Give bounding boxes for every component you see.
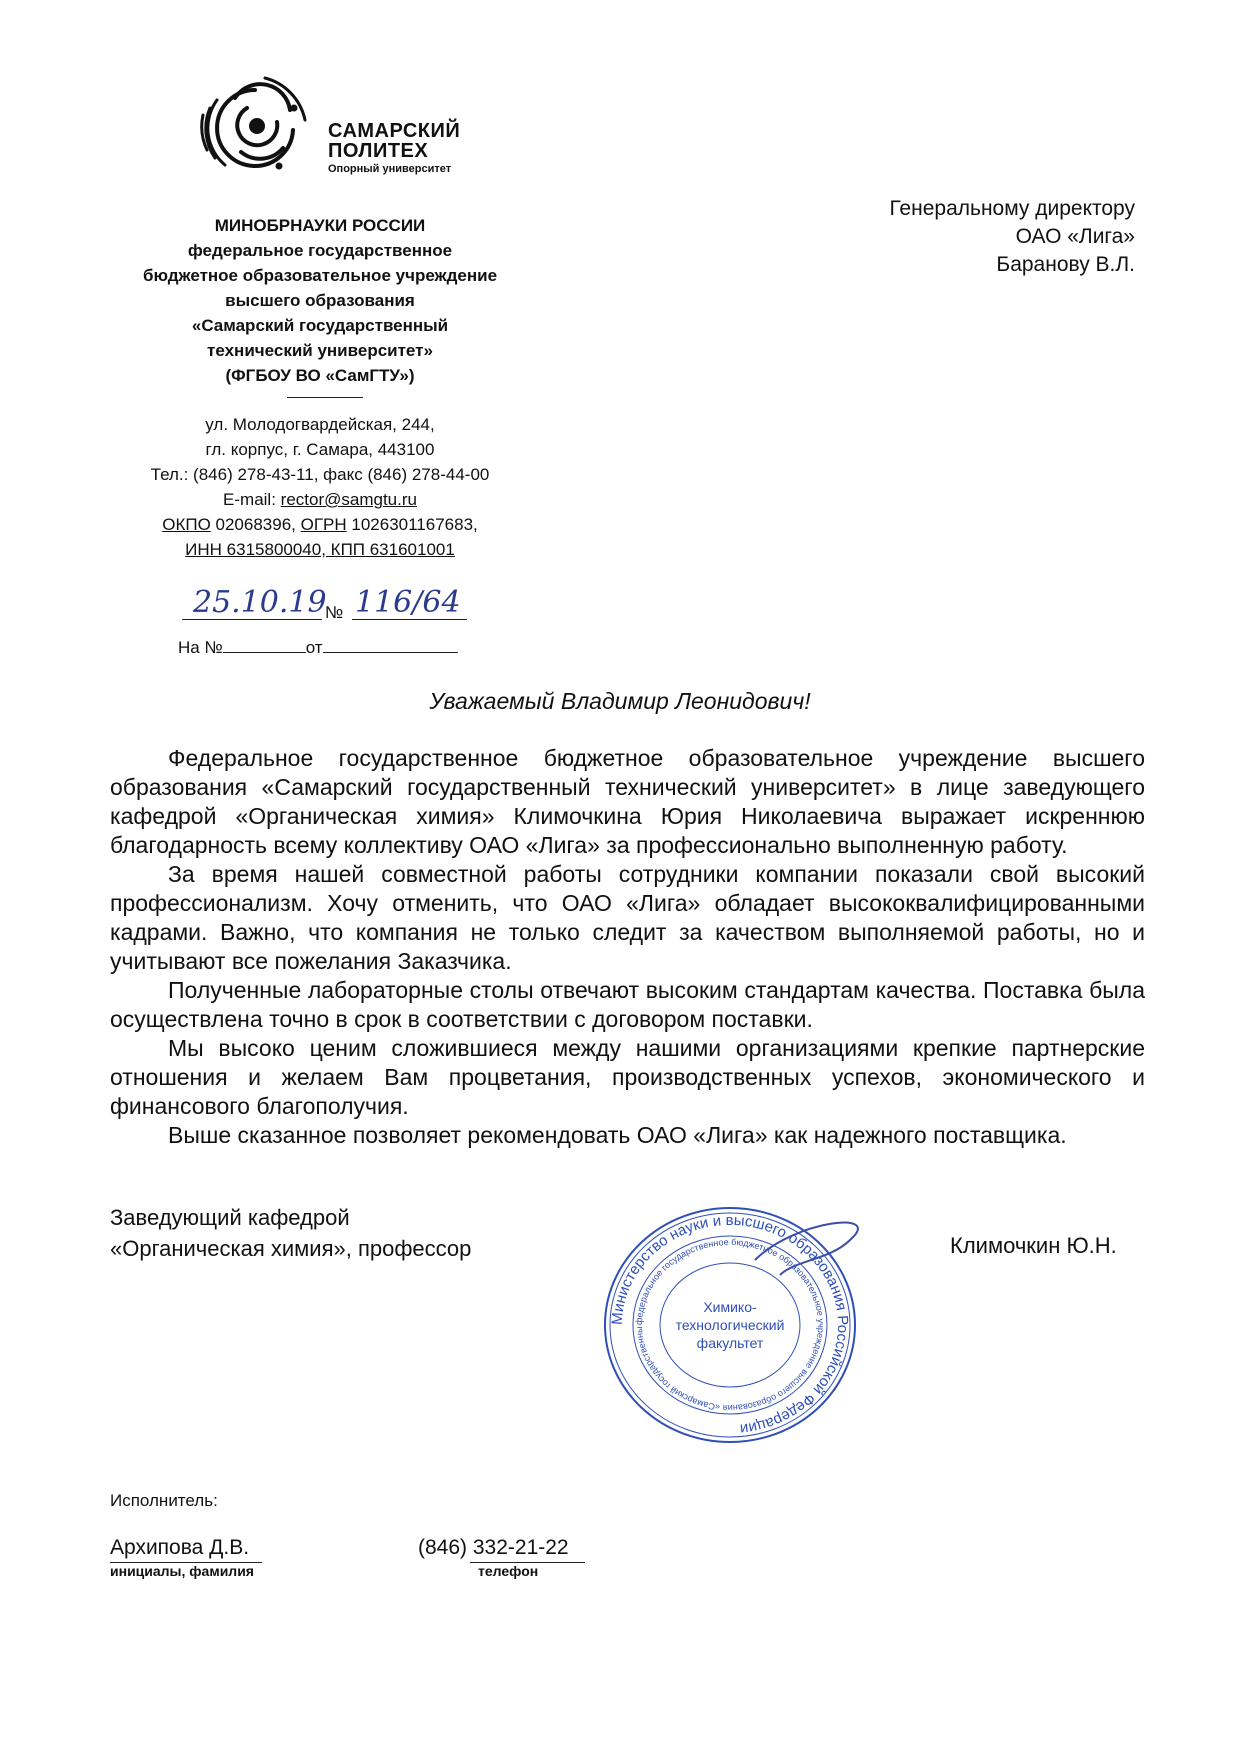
outgoing-date: 25.10.19 (193, 585, 327, 620)
address-line2: гл. корпус, г. Самара, 443100 (205, 440, 435, 459)
outgoing-number: 116/64 (355, 585, 461, 620)
recipient-block (790, 195, 1135, 279)
recipient-line: Генеральному директору (889, 197, 1135, 220)
org-line: бюджетное образовательное учреждение (142, 266, 498, 285)
executor-phone-caption: телефон (478, 1563, 539, 1579)
org-line: (ФГБОУ ВО «СамГТУ») (225, 366, 415, 385)
stamp-middle-text: федеральное государственное бюджетное образовательное учреждение высшего образования «Самарский государственны (633, 1236, 827, 1414)
position-line2: «Органическая химия», профессор (110, 1236, 472, 1261)
orbit-logo-icon (195, 70, 335, 180)
ogrn-value: 1026301167683, (346, 515, 478, 534)
stamp-center-line3: факультет (696, 1335, 764, 1351)
ref-from: от (305, 638, 323, 657)
stamp-seal-icon (595, 1200, 865, 1450)
signatory-name: Климочкин Ю.Н. (950, 1233, 1117, 1258)
executor-phone (418, 1536, 569, 1560)
ogrn-label: ОГРН (300, 515, 347, 534)
email-label: E-mail: (223, 490, 281, 509)
organization-block (100, 213, 540, 388)
stamp-outer-text: Министерство науки и высшего образования Российской Федерации (608, 1211, 852, 1438)
address-line1: ул. Молодогвардейская, 244, (205, 415, 435, 434)
org-line: высшего образования (225, 291, 415, 310)
ref-date-blank (323, 638, 458, 653)
ref-prefix: На № (178, 638, 223, 657)
email-line (100, 487, 540, 512)
letter-body (110, 744, 1145, 1150)
brand-name-line1: САМАРСКИЙ (328, 120, 461, 142)
paragraph: Полученные лабораторные столы отвечают высоким стандартам качества. Поставка была осуществлена точно в срок в соответствии с договором поставки. (110, 977, 1145, 1032)
executor-label: Исполнитель: (110, 1491, 218, 1510)
okpo-ogrn-line (100, 512, 540, 537)
signatory-position (110, 1202, 471, 1264)
date-underline (182, 619, 322, 620)
paragraph: Мы высоко ценим сложившиеся между нашими организациями крепкие партнерские отношения и желаем Вам процветания, производственных успехов, экономического и финансового благополучия. (110, 1035, 1145, 1119)
brand-name-line2: ПОЛИТЕХ (328, 140, 429, 162)
phone-line: Тел.: (846) 278-43-11, факс (846) 278-44-00 (150, 465, 490, 484)
email-link[interactable]: rector@samgtu.ru (280, 490, 417, 509)
number-sign: № (325, 603, 344, 622)
stamp-center-line1: Химико- (703, 1299, 757, 1315)
phone-code: (846) (418, 1536, 473, 1559)
official-stamp (595, 1200, 865, 1450)
org-line: федеральное государственное (187, 241, 453, 260)
divider (287, 397, 363, 398)
okpo-value: 02068396, (210, 515, 301, 534)
okpo-label: ОКПО (162, 515, 211, 534)
position-line1: Заведующий кафедрой (110, 1205, 350, 1230)
paragraph: Выше сказанное позволяет рекомендовать ОАО «Лига» как надежного поставщика. (168, 1122, 1067, 1148)
inn-kpp-line: ИНН 6315800040, КПП 631601001 (185, 540, 455, 559)
reference-line (178, 638, 458, 658)
org-line: технический университет» (207, 341, 433, 360)
paragraph: За время нашей совместной работы сотрудники компании показали свой высокий профессионализм. Хочу отменить, что ОАО «Лига» обладает высококвалифицированными кадрами. Важно, что компания не только следит за качеством выполняемой работы, но и учитывают все пожелания Заказчика. (110, 861, 1145, 974)
recipient-line: ОАО «Лига» (1015, 225, 1135, 248)
org-line: «Самарский государственный (191, 316, 449, 335)
address-block (100, 412, 540, 562)
recipient-line: Баранову В.Л. (996, 253, 1135, 276)
number-underline (352, 619, 467, 620)
ref-number-blank (223, 638, 306, 653)
executor-name-caption: инициалы, фамилия (110, 1563, 254, 1579)
executor-name: Архипова Д.В. (110, 1536, 250, 1559)
greeting: Уважаемый Владимир Леонидович! (429, 688, 811, 714)
stamp-center-line2: технологический (675, 1317, 785, 1333)
org-line: МИНОБРНАУКИ РОССИИ (214, 216, 426, 235)
brand-subtitle: Опорный университет (328, 163, 452, 175)
paragraph: Федеральное государственное бюджетное образовательное учреждение высшего образования «Самарский государственный технический университет» в лице заведующего кафедрой «Органическая химия» Климочкина Юрия Николаевича выражает искреннюю благодарность всему коллективу ОАО «Лига» за профессионально выполненную работу. (110, 745, 1145, 858)
phone-number: 332-21-22 (472, 1536, 569, 1559)
